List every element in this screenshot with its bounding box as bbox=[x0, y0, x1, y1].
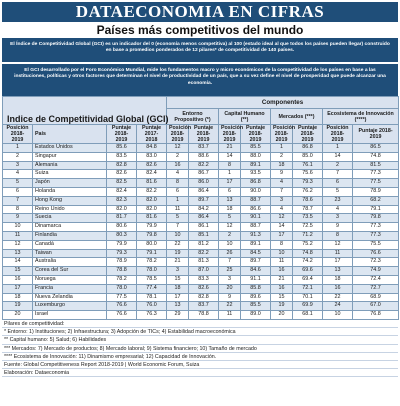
cell-innovacion-score: 77.3 bbox=[353, 223, 399, 232]
cell-capital-score: 93.5 bbox=[241, 170, 271, 179]
cell-mercados-score: 76.1 bbox=[293, 161, 323, 170]
cell-mercados-position: 16 bbox=[271, 267, 293, 276]
cell-mercados-score: 71.2 bbox=[293, 231, 323, 240]
source-note: Fuente: Global Competitiveness Report 2018-2019 | World Economic Forum, Suiza bbox=[2, 361, 398, 369]
col-header-country: País bbox=[33, 125, 107, 144]
cell-innovacion-score: 77.3 bbox=[353, 170, 399, 179]
table-row bbox=[3, 302, 399, 311]
cell-country: Reino Unido bbox=[33, 205, 107, 214]
cell-score-1718: 78.0 bbox=[137, 267, 167, 276]
cell-mercados-position: 11 bbox=[271, 258, 293, 267]
cell-position: 2 bbox=[3, 152, 33, 161]
cell-score-1718: 76.3 bbox=[137, 311, 167, 320]
cell-score-1718: 83.0 bbox=[137, 152, 167, 161]
cell-country: Singapur bbox=[33, 152, 107, 161]
cell-innovacion-score: 72.7 bbox=[353, 284, 399, 293]
cell-position: 16 bbox=[3, 275, 33, 284]
gci-table bbox=[2, 96, 399, 320]
cell-mercados-position: 19 bbox=[271, 302, 293, 311]
cell-capital-score: 90.0 bbox=[241, 187, 271, 196]
cell-country: Finlandia bbox=[33, 231, 107, 240]
cell-entorno-score: 83.3 bbox=[189, 275, 219, 284]
cell-innovacion-score: 77.5 bbox=[353, 179, 399, 188]
cell-innovacion-position: 18 bbox=[323, 275, 353, 284]
cell-entorno-position: 21 bbox=[167, 258, 189, 267]
table-body bbox=[3, 144, 399, 320]
cell-innovacion-score: 75.5 bbox=[353, 240, 399, 249]
cell-entorno-score: 82.8 bbox=[189, 293, 219, 302]
cell-capital-position: 26 bbox=[219, 249, 241, 258]
intro-paragraph-1: El Índice de Competitividad Global (GCI) es un indicador del 0 (economía menos competitiva) al 100 (estado ideal al que todos los países pueden llegar) construido en base a promedios ponderados de 12 pilares* de competitividad de 140 países. bbox=[2, 38, 398, 62]
cell-position: 19 bbox=[3, 302, 33, 311]
cell-entorno-position: 22 bbox=[167, 240, 189, 249]
cell-mercados-position: 4 bbox=[271, 179, 293, 188]
cell-score-1718: 82.0 bbox=[137, 196, 167, 205]
cell-mercados-position: 12 bbox=[271, 214, 293, 223]
cell-capital-position: 3 bbox=[219, 275, 241, 284]
cell-score-1819: 82.3 bbox=[107, 196, 137, 205]
cell-capital-position: 11 bbox=[219, 311, 241, 320]
cell-innovacion-score: 86.5 bbox=[353, 144, 399, 153]
cell-score-1819: 82.6 bbox=[107, 170, 137, 179]
cell-entorno-position: 19 bbox=[167, 249, 189, 258]
cell-capital-score: 89.6 bbox=[241, 293, 271, 302]
credit-note: Elaboración: Dataeconomia bbox=[2, 369, 398, 377]
cell-entorno-position: 3 bbox=[167, 267, 189, 276]
cell-capital-score: 89.1 bbox=[241, 240, 271, 249]
cell-score-1819: 85.6 bbox=[107, 144, 137, 153]
table-row bbox=[3, 267, 399, 276]
cell-innovacion-score: 67.0 bbox=[353, 302, 399, 311]
cell-mercados-position: 17 bbox=[271, 231, 293, 240]
cell-innovacion-score: 79.1 bbox=[353, 205, 399, 214]
cell-innovacion-score: 74.9 bbox=[353, 267, 399, 276]
cell-capital-position: 9 bbox=[219, 293, 241, 302]
cell-capital-position: 5 bbox=[219, 214, 241, 223]
cell-position: 13 bbox=[3, 249, 33, 258]
cell-mercados-position: 1 bbox=[271, 144, 293, 153]
cell-capital-position: 10 bbox=[219, 240, 241, 249]
table-row bbox=[3, 152, 399, 161]
cell-score-1718: 78.2 bbox=[137, 258, 167, 267]
cell-entorno-score: 84.2 bbox=[189, 205, 219, 214]
cell-mercados-position: 21 bbox=[271, 275, 293, 284]
table-row bbox=[3, 240, 399, 249]
cell-position: 20 bbox=[3, 311, 33, 320]
cell-entorno-position: 17 bbox=[167, 293, 189, 302]
cell-capital-score: 91.1 bbox=[241, 275, 271, 284]
cell-country: Suecia bbox=[33, 214, 107, 223]
cell-score-1819: 81.7 bbox=[107, 214, 137, 223]
cell-score-1718: 82.2 bbox=[137, 187, 167, 196]
cell-entorno-position: 11 bbox=[167, 205, 189, 214]
cell-mercados-score: 74.8 bbox=[293, 249, 323, 258]
cell-mercados-score: 69.6 bbox=[293, 267, 323, 276]
cell-innovacion-position: 10 bbox=[323, 311, 353, 320]
cell-score-1819: 80.3 bbox=[107, 231, 137, 240]
sub-header-score: Puntaje 2018-2019 bbox=[241, 125, 271, 144]
cell-score-1718: 77.4 bbox=[137, 284, 167, 293]
cell-mercados-score: 78.7 bbox=[293, 205, 323, 214]
sub-header-position: Posición 2018-2019 bbox=[323, 125, 353, 144]
components-title: Componentes bbox=[167, 97, 399, 109]
col-header-score-1819: Puntaje 2018-2019 bbox=[107, 125, 137, 144]
cell-mercados-score: 85.0 bbox=[293, 152, 323, 161]
group-entorno: Entorno Propositivo (*) bbox=[167, 109, 219, 125]
cell-capital-position: 8 bbox=[219, 161, 241, 170]
table-row bbox=[3, 187, 399, 196]
cell-score-1718: 79.8 bbox=[137, 231, 167, 240]
group-capital-humano: Capital Humano (**) bbox=[219, 109, 271, 125]
cell-country: Taiwan bbox=[33, 249, 107, 258]
cell-capital-position: 1 bbox=[219, 170, 241, 179]
cell-capital-score: 88.0 bbox=[241, 152, 271, 161]
cell-innovacion-position: 3 bbox=[323, 214, 353, 223]
cell-position: 17 bbox=[3, 284, 33, 293]
cell-innovacion-position: 7 bbox=[323, 170, 353, 179]
cell-innovacion-position: 2 bbox=[323, 161, 353, 170]
cell-innovacion-position: 4 bbox=[323, 205, 353, 214]
cell-position: 18 bbox=[3, 293, 33, 302]
cell-mercados-position: 4 bbox=[271, 205, 293, 214]
cell-score-1819: 78.8 bbox=[107, 267, 137, 276]
cell-score-1819: 82.8 bbox=[107, 161, 137, 170]
cell-score-1718: 78.1 bbox=[137, 293, 167, 302]
cell-innovacion-position: 14 bbox=[323, 152, 353, 161]
cell-capital-position: 12 bbox=[219, 223, 241, 232]
group-innovacion: Ecosistema de Innovación (****) bbox=[323, 109, 399, 125]
table-row bbox=[3, 179, 399, 188]
cell-score-1718: 82.4 bbox=[137, 170, 167, 179]
cell-score-1819: 77.5 bbox=[107, 293, 137, 302]
cell-position: 6 bbox=[3, 187, 33, 196]
cell-mercados-score: 72.5 bbox=[293, 223, 323, 232]
cell-capital-score: 85.5 bbox=[241, 144, 271, 153]
cell-position: 14 bbox=[3, 258, 33, 267]
cell-country: Japón bbox=[33, 179, 107, 188]
cell-capital-score: 90.1 bbox=[241, 214, 271, 223]
cell-country: Alemania bbox=[33, 161, 107, 170]
cell-capital-position: 18 bbox=[219, 205, 241, 214]
table-row bbox=[3, 258, 399, 267]
table-row bbox=[3, 223, 399, 232]
cell-entorno-position: 1 bbox=[167, 196, 189, 205]
cell-score-1718: 81.6 bbox=[137, 214, 167, 223]
cell-capital-position: 22 bbox=[219, 302, 241, 311]
group-mercados: Mercados (***) bbox=[271, 109, 323, 125]
cell-entorno-score: 86.0 bbox=[189, 179, 219, 188]
cell-country: Holanda bbox=[33, 187, 107, 196]
cell-capital-position: 20 bbox=[219, 284, 241, 293]
cell-country: Corea del Sur bbox=[33, 267, 107, 276]
sub-header-score: Puntaje 2018-2019 bbox=[293, 125, 323, 144]
cell-score-1718: 78.5 bbox=[137, 275, 167, 284]
cell-innovacion-score: 77.3 bbox=[353, 231, 399, 240]
cell-innovacion-score: 81.5 bbox=[353, 161, 399, 170]
cell-entorno-position: 15 bbox=[167, 275, 189, 284]
cell-capital-score: 86.6 bbox=[241, 205, 271, 214]
table-row bbox=[3, 161, 399, 170]
cell-mercados-score: 70.1 bbox=[293, 293, 323, 302]
cell-capital-score: 84.5 bbox=[241, 249, 271, 258]
cell-score-1718: 76.0 bbox=[137, 302, 167, 311]
sub-header-position: Posición 2018-2019 bbox=[219, 125, 241, 144]
cell-capital-position: 14 bbox=[219, 152, 241, 161]
cell-position: 10 bbox=[3, 223, 33, 232]
cell-capital-score: 89.0 bbox=[241, 311, 271, 320]
cell-mercados-score: 75.2 bbox=[293, 240, 323, 249]
cell-entorno-position: 29 bbox=[167, 311, 189, 320]
cell-innovacion-score: 72.4 bbox=[353, 275, 399, 284]
col-header-score-1718: Puntaje 2017-2018 bbox=[137, 125, 167, 144]
cell-capital-position: 7 bbox=[219, 258, 241, 267]
cell-country: Nueva Zelandia bbox=[33, 293, 107, 302]
cell-mercados-score: 69.4 bbox=[293, 275, 323, 284]
cell-capital-score: 91.3 bbox=[241, 231, 271, 240]
cell-entorno-score: 89.7 bbox=[189, 196, 219, 205]
cell-mercados-position: 16 bbox=[271, 284, 293, 293]
cell-innovacion-position: 9 bbox=[323, 223, 353, 232]
cell-innovacion-score: 74.8 bbox=[353, 152, 399, 161]
table-row bbox=[3, 231, 399, 240]
banner-title: DATAECONOMIA EN CIFRAS bbox=[2, 2, 398, 22]
cell-innovacion-score: 79.8 bbox=[353, 214, 399, 223]
cell-mercados-position: 10 bbox=[271, 249, 293, 258]
cell-position: 12 bbox=[3, 240, 33, 249]
page-subtitle: Países más competitivos del mundo bbox=[96, 23, 304, 37]
cell-mercados-position: 9 bbox=[271, 170, 293, 179]
table-row bbox=[3, 275, 399, 284]
cell-innovacion-position: 5 bbox=[323, 187, 353, 196]
table-row bbox=[3, 249, 399, 258]
cell-entorno-position: 4 bbox=[167, 170, 189, 179]
cell-capital-position: 21 bbox=[219, 144, 241, 153]
note-mercados: *** Mercados: 7) Mercado de productos; 8) Mercado laboral; 9) Sistema financiero; 10) Tamaño de mercado bbox=[2, 345, 398, 353]
cell-score-1819: 76.6 bbox=[107, 311, 137, 320]
cell-entorno-score: 81.3 bbox=[189, 258, 219, 267]
cell-capital-score: 89.7 bbox=[241, 258, 271, 267]
notes-section bbox=[2, 320, 398, 377]
cell-capital-position: 6 bbox=[219, 187, 241, 196]
cell-country: Francia bbox=[33, 284, 107, 293]
cell-position: 15 bbox=[3, 267, 33, 276]
cell-entorno-position: 2 bbox=[167, 152, 189, 161]
cell-entorno-position: 12 bbox=[167, 144, 189, 153]
cell-score-1819: 78.9 bbox=[107, 258, 137, 267]
cell-entorno-score: 81.2 bbox=[189, 240, 219, 249]
cell-capital-score: 89.1 bbox=[241, 161, 271, 170]
cell-entorno-score: 83.7 bbox=[189, 302, 219, 311]
cell-score-1718: 82.6 bbox=[137, 161, 167, 170]
cell-capital-score: 85.5 bbox=[241, 302, 271, 311]
cell-score-1819: 79.9 bbox=[107, 240, 137, 249]
cell-country: Canadá bbox=[33, 240, 107, 249]
cell-position: 3 bbox=[3, 161, 33, 170]
cell-entorno-position: 16 bbox=[167, 161, 189, 170]
cell-capital-score: 88.7 bbox=[241, 223, 271, 232]
cell-entorno-score: 86.7 bbox=[189, 170, 219, 179]
cell-entorno-score: 87.0 bbox=[189, 267, 219, 276]
sub-header-position: Posición 2018-2019 bbox=[167, 125, 189, 144]
note-capital-humano: ** Capital humano: 5) Salud; 6) Habilidades bbox=[2, 336, 398, 344]
cell-score-1819: 78.0 bbox=[107, 284, 137, 293]
cell-country: Luxemburgo bbox=[33, 302, 107, 311]
cell-country: Noruega bbox=[33, 275, 107, 284]
cell-mercados-position: 8 bbox=[271, 240, 293, 249]
cell-mercados-position: 20 bbox=[271, 311, 293, 320]
cell-capital-position: 17 bbox=[219, 179, 241, 188]
cell-innovacion-position: 13 bbox=[323, 267, 353, 276]
cell-mercados-score: 78.6 bbox=[293, 196, 323, 205]
cell-entorno-position: 18 bbox=[167, 284, 189, 293]
table-row bbox=[3, 284, 399, 293]
intro-paragraph-2: El GCI desarrollado por el Foro Económico Mundial, mide los fundamentos macro y micro económicos de la competitividad de los países en base a las instituciones, políticas y otros factores que determinan el nivel de productividad de un país, que a su vez define el nivel de prosperidad que puede alcanzar una economía. bbox=[2, 62, 398, 96]
cell-capital-score: 85.8 bbox=[241, 284, 271, 293]
cell-entorno-score: 86.4 bbox=[189, 214, 219, 223]
notes-header: Pilares de competitividad: bbox=[2, 320, 398, 328]
cell-score-1819: 82.0 bbox=[107, 205, 137, 214]
cell-entorno-score: 78.8 bbox=[189, 311, 219, 320]
cell-entorno-position: 6 bbox=[167, 187, 189, 196]
cell-capital-score: 84.6 bbox=[241, 267, 271, 276]
cell-mercados-position: 3 bbox=[271, 196, 293, 205]
cell-innovacion-score: 72.3 bbox=[353, 258, 399, 267]
table-row bbox=[3, 214, 399, 223]
cell-entorno-score: 83.7 bbox=[189, 144, 219, 153]
cell-entorno-score: 82.6 bbox=[189, 284, 219, 293]
cell-innovacion-position: 22 bbox=[323, 293, 353, 302]
table-row bbox=[3, 196, 399, 205]
cell-entorno-position: 7 bbox=[167, 223, 189, 232]
col-header-position: Posición 2018-2019 bbox=[3, 125, 33, 144]
sub-header-position: Posición 2018-2019 bbox=[271, 125, 293, 144]
cell-score-1718: 79.1 bbox=[137, 249, 167, 258]
cell-innovacion-score: 68.2 bbox=[353, 196, 399, 205]
cell-innovacion-position: 17 bbox=[323, 258, 353, 267]
cell-innovacion-score: 76.6 bbox=[353, 249, 399, 258]
cell-innovacion-position: 6 bbox=[323, 179, 353, 188]
cell-country: Suiza bbox=[33, 170, 107, 179]
cell-innovacion-score: 68.9 bbox=[353, 293, 399, 302]
cell-innovacion-position: 12 bbox=[323, 240, 353, 249]
cell-innovacion-position: 23 bbox=[323, 196, 353, 205]
cell-mercados-position: 2 bbox=[271, 152, 293, 161]
table-row bbox=[3, 170, 399, 179]
table-main-title: Indice de Competitividad Global (GCI) bbox=[3, 97, 167, 125]
cell-entorno-position: 13 bbox=[167, 302, 189, 311]
cell-capital-position: 13 bbox=[219, 196, 241, 205]
cell-score-1819: 80.6 bbox=[107, 223, 137, 232]
cell-mercados-score: 79.3 bbox=[293, 179, 323, 188]
cell-capital-score: 88.7 bbox=[241, 196, 271, 205]
cell-innovacion-position: 8 bbox=[323, 231, 353, 240]
cell-score-1718: 82.0 bbox=[137, 205, 167, 214]
cell-score-1819: 83.5 bbox=[107, 152, 137, 161]
cell-innovacion-position: 1 bbox=[323, 144, 353, 153]
table-row bbox=[3, 144, 399, 153]
cell-country: Australia bbox=[33, 258, 107, 267]
cell-entorno-score: 86.4 bbox=[189, 187, 219, 196]
cell-country: Dinamarca bbox=[33, 223, 107, 232]
cell-innovacion-position: 24 bbox=[323, 302, 353, 311]
cell-innovacion-position: 16 bbox=[323, 284, 353, 293]
cell-entorno-score: 82.2 bbox=[189, 161, 219, 170]
sub-header-score: Puntaje 2018-2019 bbox=[189, 125, 219, 144]
cell-score-1819: 76.6 bbox=[107, 302, 137, 311]
cell-country: Estados Unidos bbox=[33, 144, 107, 153]
cell-entorno-score: 86.1 bbox=[189, 223, 219, 232]
cell-capital-position: 2 bbox=[219, 231, 241, 240]
cell-mercados-score: 76.2 bbox=[293, 187, 323, 196]
cell-score-1819: 82.5 bbox=[107, 179, 137, 188]
cell-mercados-position: 18 bbox=[271, 161, 293, 170]
cell-capital-position: 25 bbox=[219, 267, 241, 276]
cell-mercados-score: 86.8 bbox=[293, 144, 323, 153]
cell-entorno-score: 82.2 bbox=[189, 249, 219, 258]
cell-position: 5 bbox=[3, 179, 33, 188]
cell-innovacion-score: 76.8 bbox=[353, 311, 399, 320]
cell-score-1718: 80.0 bbox=[137, 240, 167, 249]
cell-entorno-score: 88.6 bbox=[189, 152, 219, 161]
cell-mercados-position: 7 bbox=[271, 187, 293, 196]
cell-country: Hong Kong bbox=[33, 196, 107, 205]
cell-entorno-position: 10 bbox=[167, 231, 189, 240]
cell-position: 11 bbox=[3, 231, 33, 240]
cell-mercados-score: 69.9 bbox=[293, 302, 323, 311]
table-row bbox=[3, 205, 399, 214]
cell-score-1718: 79.9 bbox=[137, 223, 167, 232]
cell-mercados-position: 14 bbox=[271, 223, 293, 232]
cell-score-1819: 79.3 bbox=[107, 249, 137, 258]
cell-mercados-score: 74.2 bbox=[293, 258, 323, 267]
cell-score-1718: 84.8 bbox=[137, 144, 167, 153]
cell-position: 4 bbox=[3, 170, 33, 179]
cell-score-1819: 82.4 bbox=[107, 187, 137, 196]
note-innovacion: **** Ecosistema de Innovación: 11) Dinamismo empresarial; 12) Capacidad de Innovación. bbox=[2, 353, 398, 361]
sub-header-score: Puntaje 2018-2019 bbox=[353, 125, 399, 144]
table-row bbox=[3, 311, 399, 320]
cell-entorno-position: 5 bbox=[167, 214, 189, 223]
cell-country: Israel bbox=[33, 311, 107, 320]
note-entorno: * Entorno: 1) Instituciones; 2) Infraestructura; 3) Adopción de TICs; 4) Estabilidad macroeconómica bbox=[2, 328, 398, 336]
cell-innovacion-score: 78.9 bbox=[353, 187, 399, 196]
cell-position: 7 bbox=[3, 196, 33, 205]
cell-mercados-score: 73.5 bbox=[293, 214, 323, 223]
cell-mercados-position: 15 bbox=[271, 293, 293, 302]
cell-mercados-score: 72.1 bbox=[293, 284, 323, 293]
cell-mercados-score: 68.1 bbox=[293, 311, 323, 320]
cell-innovacion-position: 11 bbox=[323, 249, 353, 258]
cell-entorno-score: 85.1 bbox=[189, 231, 219, 240]
cell-position: 9 bbox=[3, 214, 33, 223]
table-row bbox=[3, 293, 399, 302]
cell-score-1819: 78.2 bbox=[107, 275, 137, 284]
cell-score-1718: 81.6 bbox=[137, 179, 167, 188]
cell-position: 8 bbox=[3, 205, 33, 214]
cell-entorno-position: 8 bbox=[167, 179, 189, 188]
cell-position: 1 bbox=[3, 144, 33, 153]
cell-mercados-score: 75.6 bbox=[293, 170, 323, 179]
cell-capital-score: 86.8 bbox=[241, 179, 271, 188]
